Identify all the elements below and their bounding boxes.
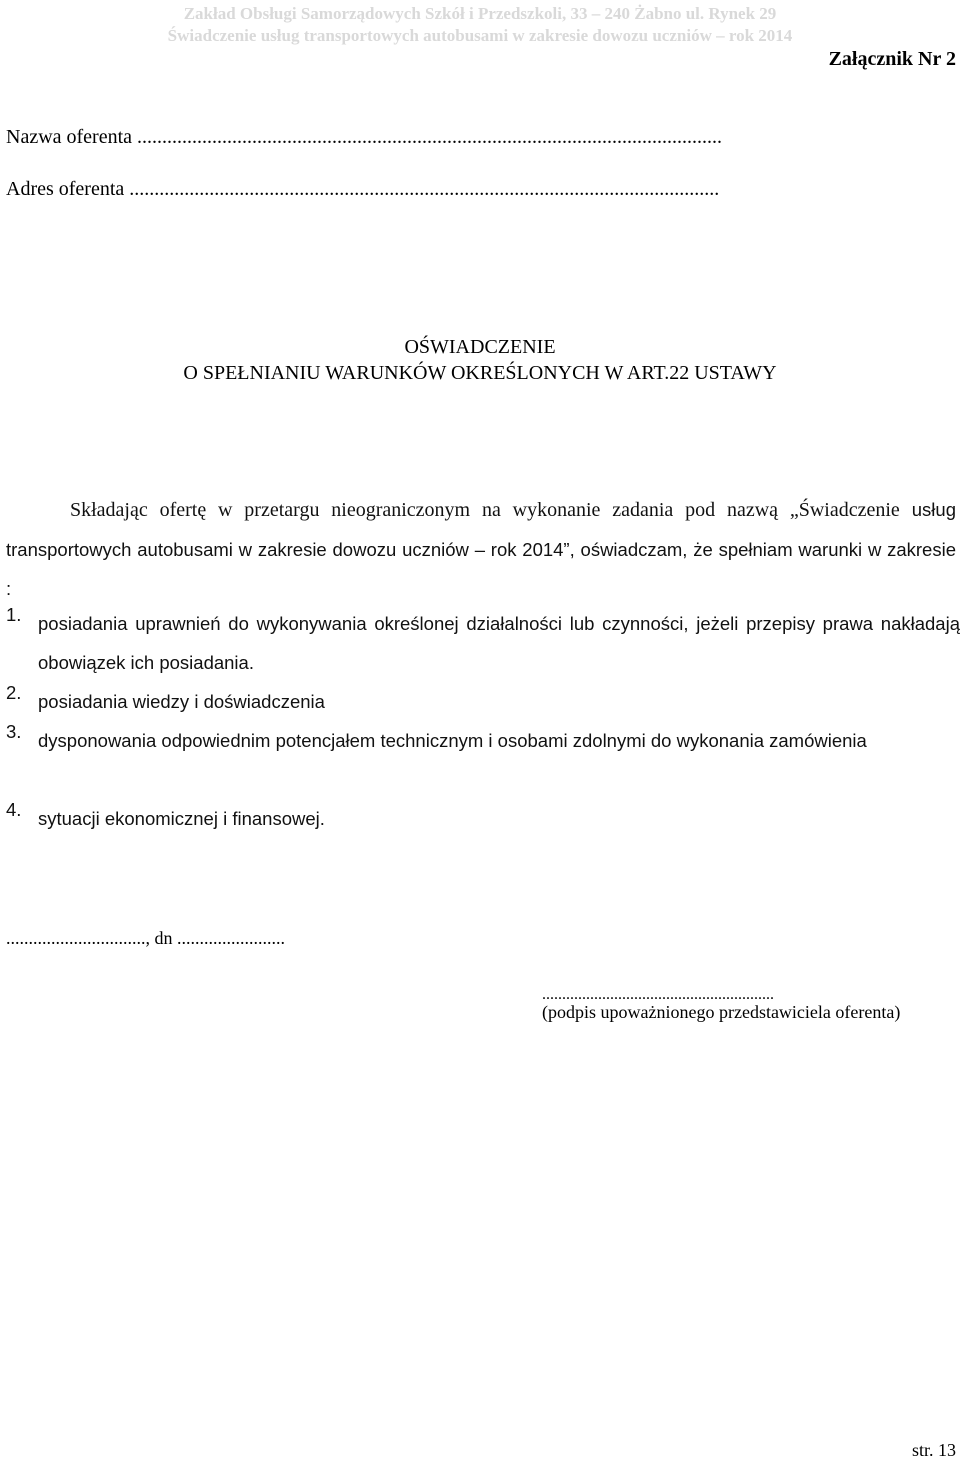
intro-rest: usług transportowych autobusami w zakresie dowozu uczniów – rok 2014”, oświadczam, że spełniam warunki w zakresie :: [6, 499, 956, 599]
statement-title: OŚWIADCZENIE: [404, 336, 556, 358]
condition-number: 2.: [6, 682, 22, 703]
signature-caption: (podpis upoważnionego przedstawiciela oferenta): [542, 1002, 901, 1022]
header-subject: Świadczenie usług transportowych autobusami w zakresie dowozu uczniów – rok 2014: [167, 26, 793, 45]
statement-subtitle: O SPEŁNIANIU WARUNKÓW OKREŚLONYCH W ART.22 USTAWY: [183, 362, 777, 384]
condition-number: 4.: [6, 799, 22, 820]
bidder-name-field: Nazwa oferenta .....................................................................................................................: [6, 126, 723, 148]
annex-number: Załącznik Nr 2: [828, 48, 956, 70]
condition-number: 3.: [6, 721, 22, 742]
place-date-field: ..............................., dn ........................: [6, 928, 285, 948]
page-number: str. 13: [911, 1440, 956, 1460]
condition-text: posiadania uprawnień do wykonywania określonej działalności lub czynności, jeżeli przepisy prawa nakładają obowiązek ich posiadania.: [38, 613, 960, 673]
header-institution: Zakład Obsługi Samorządowych Szkół i Przedszkoli, 33 – 240 Żabno ul. Rynek 29: [183, 4, 777, 23]
signature-line: ..........................................................: [542, 986, 774, 1003]
condition-number: 1.: [6, 604, 22, 625]
condition-text: dysponowania odpowiednim potencjałem technicznym i osobami zdolnymi do wykonania zamówienia: [38, 730, 867, 751]
condition-text: posiadania wiedzy i doświadczenia: [38, 691, 325, 712]
condition-text: sytuacji ekonomicznej i finansowej.: [38, 808, 325, 829]
bidder-address-field: Adres oferenta ......................................................................................................................: [6, 178, 720, 200]
intro-paragraph: [6, 490, 956, 608]
intro-lead: Składając ofertę w przetargu nieograniczonym na wykonanie zadania pod nazwą „Świadczenie: [70, 499, 900, 521]
